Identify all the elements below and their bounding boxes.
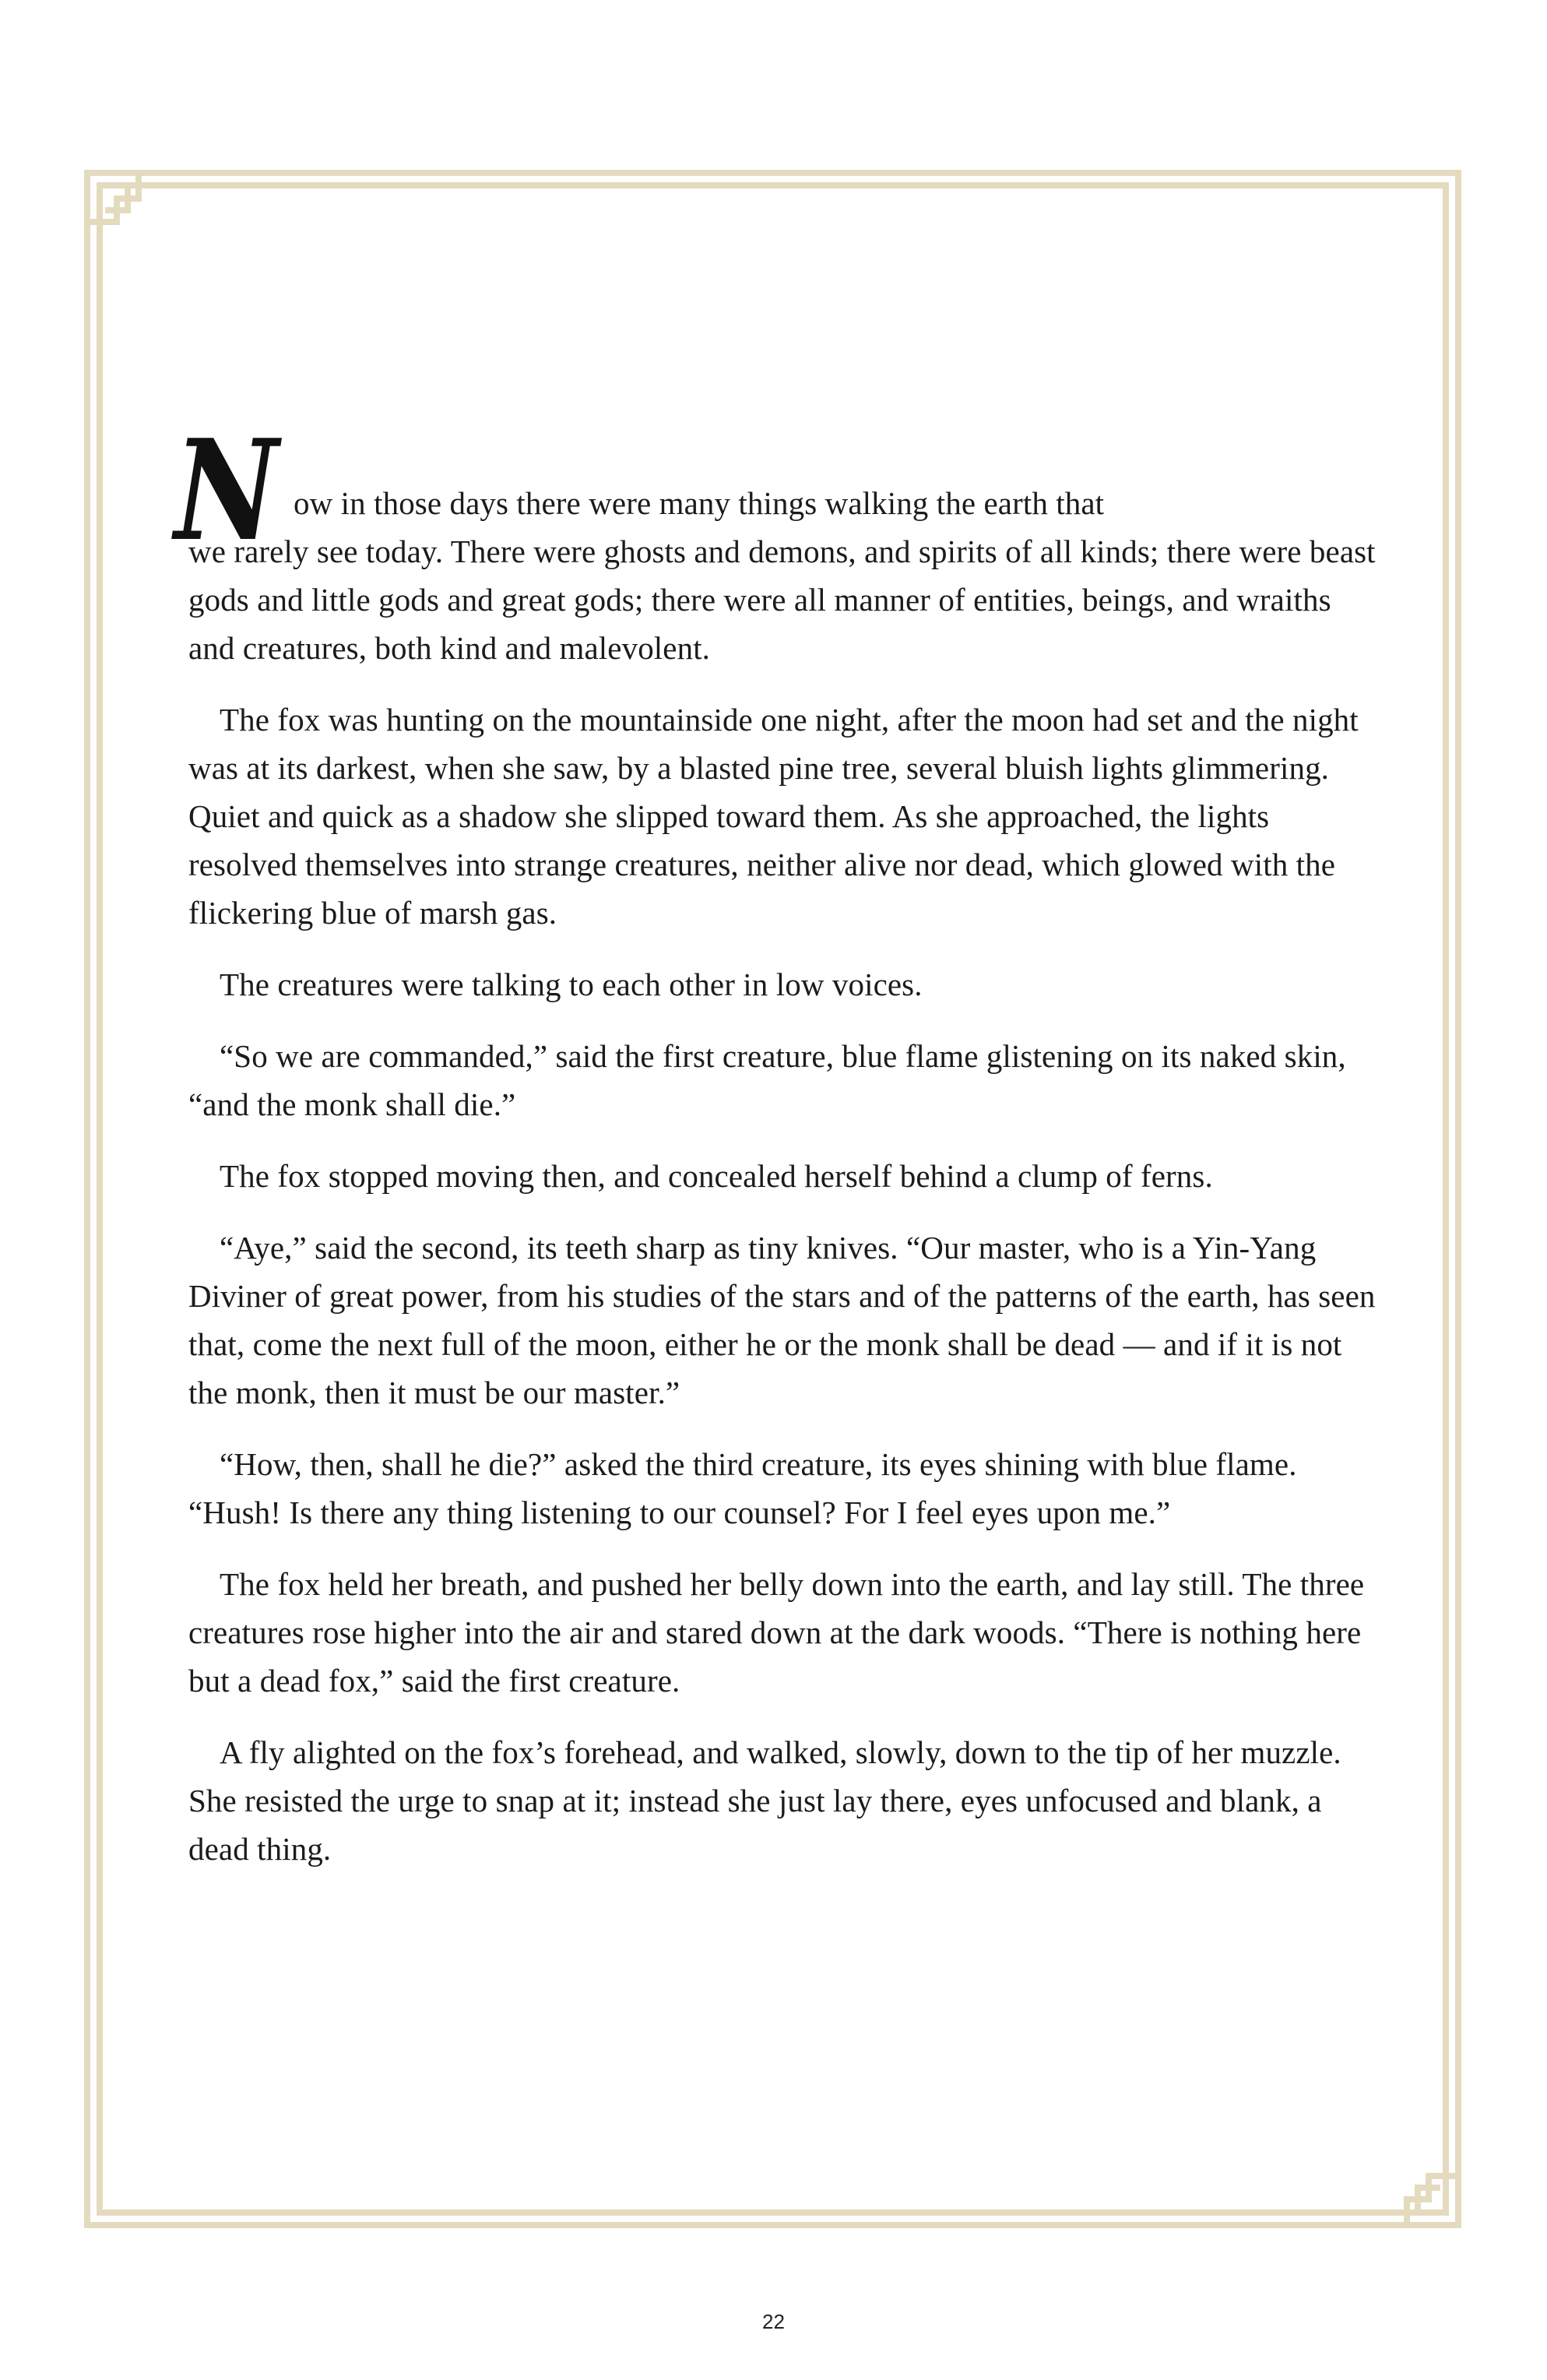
- paragraph-second-creature: “Aye,” said the second, its teeth sharp as tiny knives. “Our master, who is a Yin-Yang Diviner of great power, from his studies of the stars and of the patterns of the earth, has seen that, come the next full of the moon, either he or the monk shall be dead — and if it is not the monk, then it must be our master.”: [188, 1230, 1376, 1410]
- paragraph-fox-concealed: The fox stopped moving then, and concealed herself behind a clump of ferns.: [220, 1158, 1213, 1194]
- opening-paragraph: [174, 409, 1380, 672]
- paragraph-third-creature: “How, then, shall he die?” asked the third creature, its eyes shining with blue flame. “Hush! Is there any thing listening to our counsel? For I feel eyes upon me.”: [188, 1446, 1297, 1530]
- paragraph-first-creature: “So we are commanded,” said the first creature, blue flame glistening on its naked skin, “and the monk shall die.”: [188, 1038, 1346, 1122]
- story-text: [174, 409, 1380, 1896]
- paragraph-fox-hunting: The fox was hunting on the mountainside one night, after the moon had set and the night was at its darkest, when she saw, by a blasted pine tree, several bluish lights glimmering. Quiet and quick as a shadow she slipped toward them. As she approached, the lights resolved themselves into strange creatures, neither alive nor dead, which glowed with the flickering blue of marsh gas.: [188, 702, 1359, 931]
- drop-cap-letter: N: [174, 409, 279, 572]
- paragraph-creatures-talking: The creatures were talking to each other in low voices.: [220, 966, 923, 1002]
- opening-first-line: ow in those days there were many things walking the earth that: [294, 485, 1105, 521]
- paragraph-fly: A fly alighted on the fox’s forehead, and walked, slowly, down to the tip of her muzzle. She resisted the urge to snap at it; instead she just lay there, eyes unfocused and blank, a dead thing.: [188, 1734, 1341, 1867]
- opening-paragraph-rest: we rarely see today. There were ghosts and demons, and spirits of all kinds; there were beast gods and little gods and great gods; there were all manner of entities, beings, and wraiths and creatures, both kind and malevolent.: [188, 533, 1376, 666]
- page-number: 22: [762, 2310, 785, 2333]
- paragraph-fox-still: The fox held her breath, and pushed her belly down into the earth, and lay still. The three creatures rose higher into the air and stared down at the dark woods. “There is nothing here but a dead fox,” said the first creature.: [188, 1566, 1365, 1699]
